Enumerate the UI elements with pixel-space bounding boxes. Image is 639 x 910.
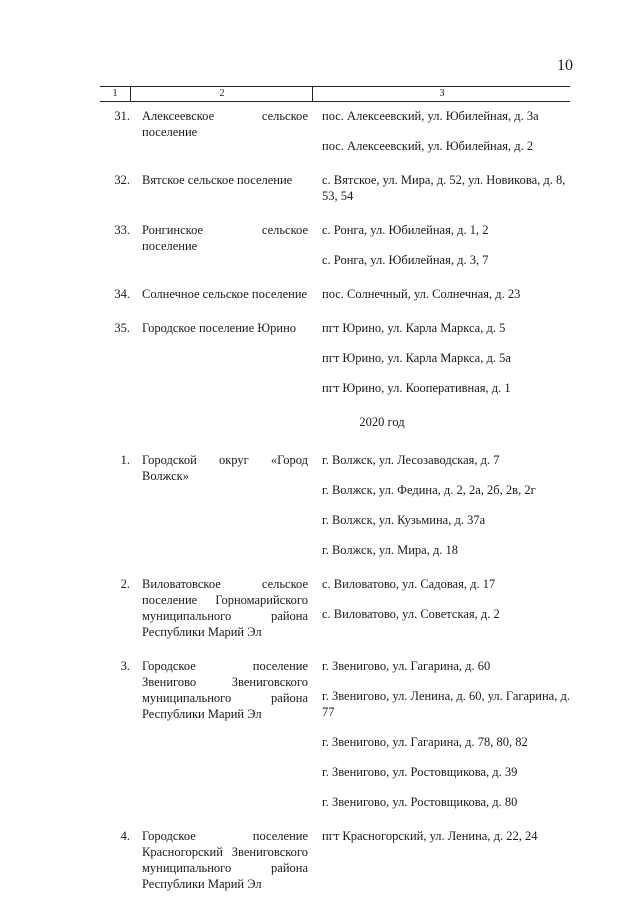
address-item: г. Звенигово, ул. Гагарина, д. 60 — [322, 659, 491, 673]
table-row — [100, 576, 570, 640]
row-number: 35. — [114, 321, 130, 335]
header-col-2: 2 — [130, 87, 313, 101]
address-item: с. Ронга, ул. Юбилейная, д. 1, 2 — [322, 223, 489, 237]
address-item: г. Волжск, ул. Кузьмина, д. 37а — [322, 513, 486, 527]
address-list — [308, 320, 570, 396]
address-item: г. Волжск, ул. Лесозаводская, д. 7 — [322, 453, 500, 467]
settlement-name: Виловатовское сельское поселение Горномарийского муниципального района Республики Марий Эл — [142, 577, 308, 639]
address-item: пгт Юрино, ул. Карла Маркса, д. 5 — [322, 321, 506, 335]
address-item: г. Звенигово, ул. Ростовщикова, д. 39 — [322, 765, 518, 779]
address-list — [308, 222, 570, 268]
table-row — [100, 828, 570, 892]
address-list — [308, 576, 570, 640]
row-number: 4. — [120, 829, 130, 843]
address-list — [308, 452, 570, 558]
settlement-name: Ронгинское сельское поселение — [142, 223, 308, 253]
address-item: с. Ронга, ул. Юбилейная, д. 3, 7 — [322, 253, 489, 267]
row-number: 34. — [114, 287, 130, 301]
address-list — [308, 828, 570, 892]
settlement-name: Городское поселение Юрино — [142, 321, 297, 335]
address-item: с. Виловатово, ул. Садовая, д. 17 — [322, 577, 496, 591]
row-number: 3. — [120, 659, 130, 673]
address-list — [308, 108, 570, 154]
address-item: пгт Юрино, ул. Кооперативная, д. 1 — [322, 381, 511, 395]
address-list — [308, 286, 570, 302]
address-item: г. Волжск, ул. Федина, д. 2, 2а, 2б, 2в, 2г — [322, 483, 536, 497]
address-item: пос. Солнечный, ул. Солнечная, д. 23 — [322, 287, 521, 301]
table-row — [100, 222, 570, 268]
address-item: пгт Красногорский, ул. Ленина, д. 22, 24 — [322, 829, 538, 843]
address-item: пос. Алексеевский, ул. Юбилейная, д. 2 — [322, 139, 534, 153]
header-col-1: 1 — [112, 88, 118, 99]
table-row — [100, 286, 570, 302]
table-row — [100, 452, 570, 558]
settlement-name: Вятское сельское поселение — [142, 173, 293, 187]
table-row — [100, 658, 570, 810]
row-number: 31. — [114, 109, 130, 123]
page-number: 10 — [557, 57, 573, 74]
table-header — [100, 86, 570, 102]
row-number: 33. — [114, 223, 130, 237]
table-row — [100, 108, 570, 154]
settlement-name: Городской округ «Город Волжск» — [142, 453, 308, 483]
settlement-name: Алексеевское сельское поселение — [142, 109, 308, 139]
document-table — [100, 108, 570, 910]
address-item: с. Виловатово, ул. Советская, д. 2 — [322, 607, 500, 621]
row-number: 2. — [120, 577, 130, 591]
address-item: с. Вятское, ул. Мира, д. 52, ул. Новикова, д. 8, 53, 54 — [322, 173, 566, 203]
address-item: г. Звенигово, ул. Ростовщикова, д. 80 — [322, 795, 518, 809]
header-col-3: 3 — [312, 87, 571, 101]
row-number: 32. — [114, 173, 130, 187]
address-item: пос. Алексеевский, ул. Юбилейная, д. 3а — [322, 109, 539, 123]
address-item: пгт Юрино, ул. Карла Маркса, д. 5а — [322, 351, 511, 365]
table-row — [100, 172, 570, 204]
year-heading: 2020 год — [359, 415, 405, 429]
table-row — [100, 320, 570, 396]
address-item: г. Звенигово, ул. Гагарина, д. 78, 80, 82 — [322, 735, 528, 749]
address-list — [308, 658, 570, 810]
settlement-name: Солнечное сельское поселение — [142, 287, 308, 301]
address-item: г. Волжск, ул. Мира, д. 18 — [322, 543, 459, 557]
settlement-name: Городское поселение Звенигово Звениговского муниципального района Республики Марий Эл — [142, 659, 308, 721]
address-item: г. Звенигово, ул. Ленина, д. 60, ул. Гагарина, д. 77 — [322, 689, 570, 719]
row-number: 1. — [120, 453, 130, 467]
settlement-name: Городское поселение Красногорский Звениговского муниципального района Республики Марий Эл — [142, 829, 308, 891]
address-list — [308, 172, 570, 204]
